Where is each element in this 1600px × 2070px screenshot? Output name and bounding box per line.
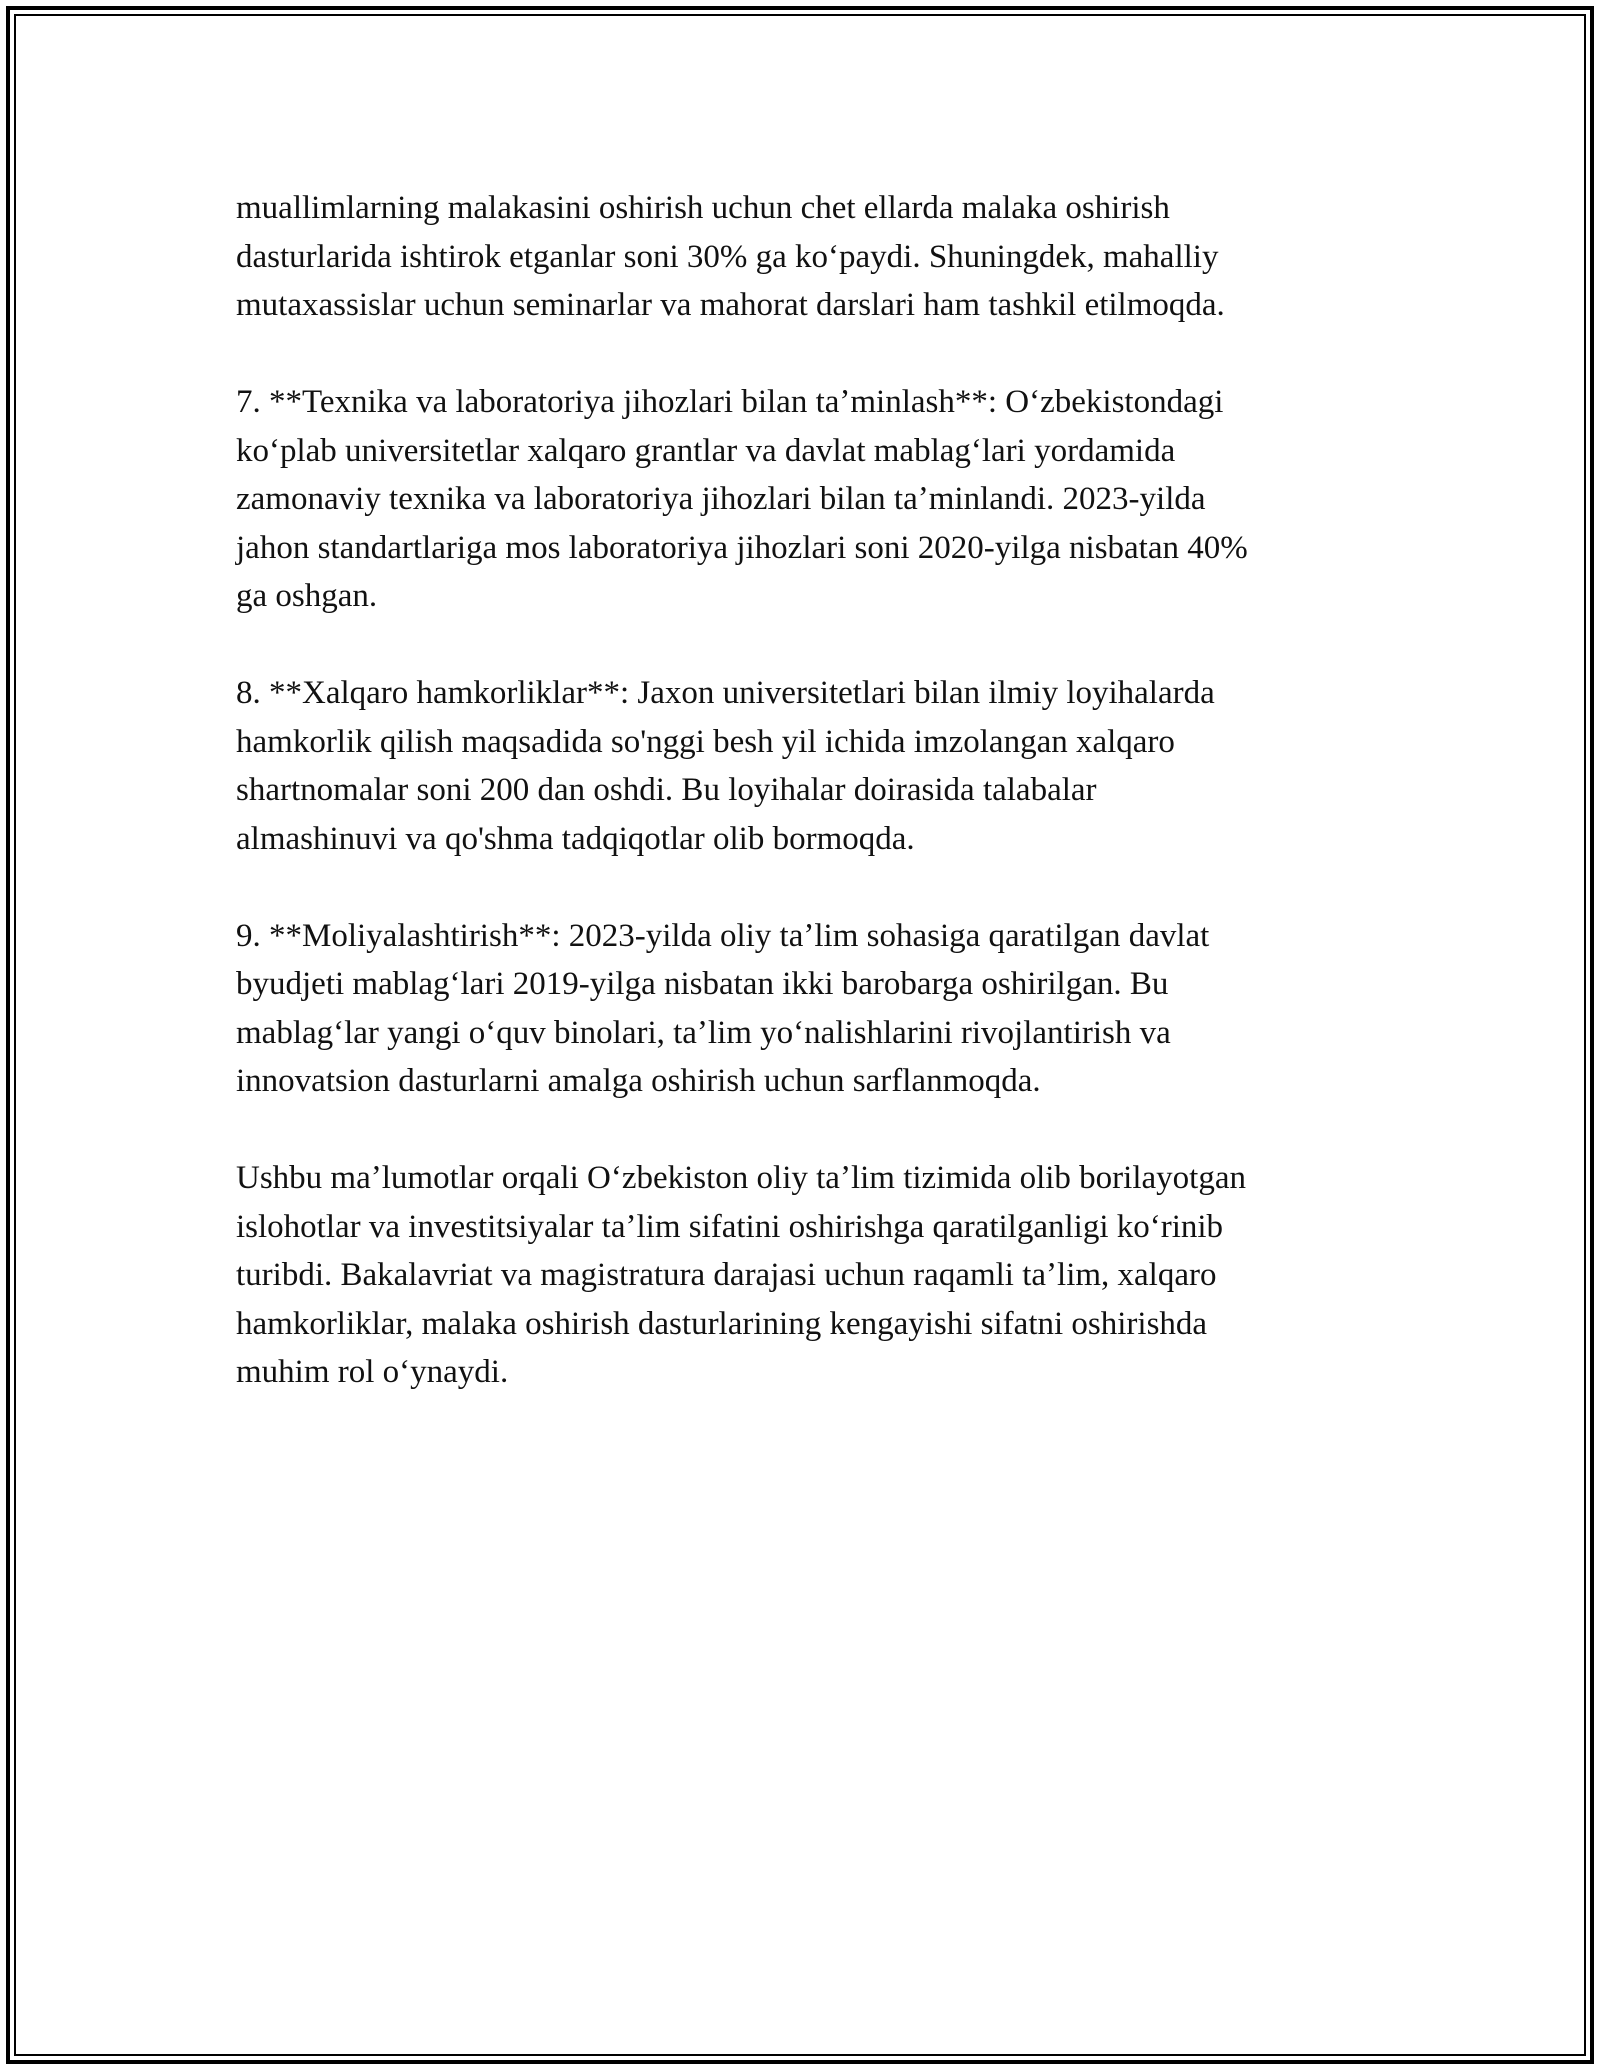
paragraph-financing: 9. **Moliyalashtirish**: 2023-yilda oliy taʼlim sohasiga qaratilgan davlat byudjeti mablagʻlari 2019-yilga nisbatan ikki barobarga oshirilgan. Bu mablagʻlar yangi oʻquv binolari, taʼlim yoʻnalishlarini rivojlantirish va innovatsion dasturlarni amalga oshirish uchun sarflanmoqda.	[236, 917, 1210, 1099]
paragraph-equipment: 7. **Texnika va laboratoriya jihozlari bilan taʼminlash**: Oʻzbekistondagi koʻplab universitetlar xalqaro grantlar va davlat mablagʻlari yordamida zamonaviy texnika va laboratoriya jihozlari bilan taʼminlandi. 2023-yilda jahon standartlariga mos laboratoriya jihozlari soni 2020-yilga nisbatan 40% ga oshgan.	[236, 384, 1248, 614]
paragraph-international-cooperation: 8. **Xalqaro hamkorliklar**: Jaxon universitetlari bilan ilmiy loyihalarda hamkorlik qilish maqsadida so'nggi besh yil ichida imzolangan xalqaro shartnomalar soni 200 dan oshdi. Bu loyihalar doirasida talabalar almashinuvi va qo'shma tadqiqotlar olib bormoqda.	[236, 675, 1215, 857]
paragraph-teacher-training: muallimlarning malakasini oshirish uchun chet ellarda malaka oshirish dasturlarida ishtirok etganlar soni 30% ga koʻpaydi. Shuningdek, mahalliy mutaxassislar uchun seminarlar va mahorat darslari ham tashkil etilmoqda.	[236, 190, 1225, 323]
document-body	[236, 184, 1366, 1445]
paragraph-conclusion: Ushbu maʼlumotlar orqali Oʻzbekiston oliy taʼlim tizimida olib borilayotgan islohotlar va investitsiyalar taʼlim sifatini oshirishga qaratilganligi koʻrinib turibdi. Bakalavriat va magistratura darajasi uchun raqamli taʼlim, xalqaro hamkorliklar, malaka oshirish dasturlarining kengayishi sifatni oshirishda muhim rol oʻynaydi.	[236, 1160, 1246, 1390]
